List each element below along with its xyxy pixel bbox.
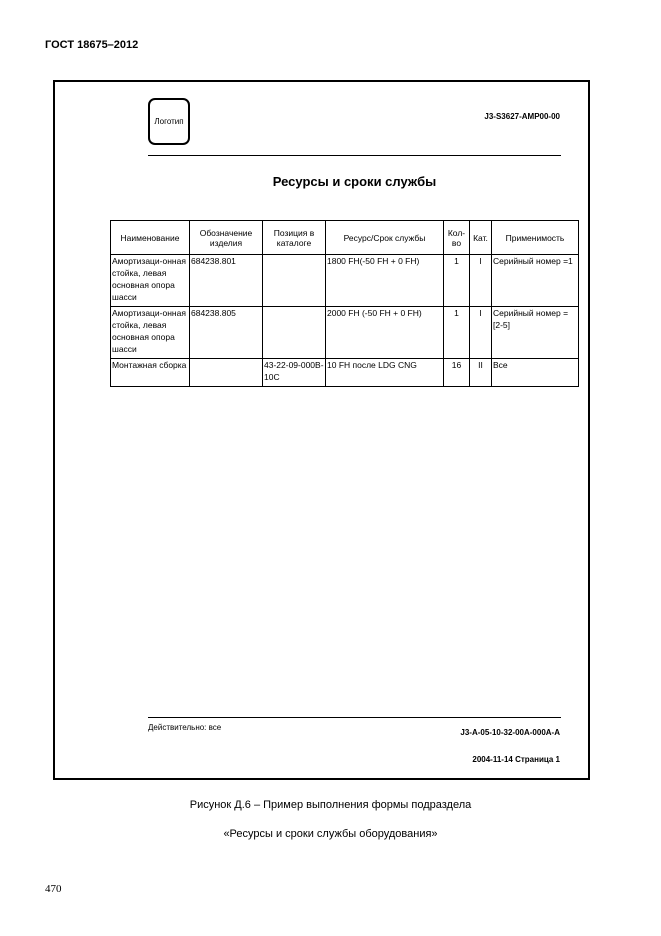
figure-caption: Рисунок Д.6 – Пример выполнения формы подраздела	[189, 799, 472, 811]
cell-qty: 1	[444, 255, 470, 307]
date-and-page: 2004-11-14 Страница 1	[472, 755, 560, 764]
column-header: Кат.	[470, 221, 492, 255]
table-row	[111, 307, 579, 359]
cell-cat: I	[470, 255, 492, 307]
column-header: Позиция в каталоге	[263, 221, 326, 255]
table-row	[111, 359, 579, 387]
column-header: Кол-во	[444, 221, 470, 255]
column-header: Наименование	[111, 221, 190, 255]
cell-name: Амортизаци-онная стойка, левая основная опора шасси	[111, 255, 190, 307]
cell-catalog	[263, 255, 326, 307]
cell-cat: II	[470, 359, 492, 387]
cell-applicability: Серийный номер = [2-5]	[492, 307, 579, 359]
column-header: Ресурс/Срок службы	[326, 221, 444, 255]
cell-applicability: Все	[492, 359, 579, 387]
cell-resource: 1800 FH(-50 FH + 0 FH)	[326, 255, 444, 307]
cell-name: Амортизаци-онная стойка, левая основная опора шасси	[111, 307, 190, 359]
header-divider	[148, 155, 561, 156]
logo-placeholder: Логотип	[148, 98, 190, 145]
cell-cat: I	[470, 307, 492, 359]
footer-divider	[148, 717, 561, 718]
page-number: 470	[45, 883, 62, 895]
validity-note: Действительно: все	[148, 723, 222, 732]
document-number: J3-S3627-AMP00-00	[484, 112, 560, 121]
column-header: Применимость	[492, 221, 579, 255]
cell-qty: 16	[444, 359, 470, 387]
footer-document-number: J3-A-05-10-32-00A-000A-A	[460, 728, 560, 737]
cell-name: Монтажная сборка	[111, 359, 190, 387]
cell-qty: 1	[444, 307, 470, 359]
resources-table	[110, 220, 579, 387]
table-header-row	[111, 221, 579, 255]
cell-resource: 2000 FH (-50 FH + 0 FH)	[326, 307, 444, 359]
figure-caption-subtitle: «Ресурсы и сроки службы оборудования»	[223, 828, 438, 840]
column-header: Обозначение изделия	[190, 221, 263, 255]
cell-catalog: 43-22-09-000B-10C	[263, 359, 326, 387]
form-title: Ресурсы и сроки службы	[272, 174, 437, 189]
table-row	[111, 255, 579, 307]
cell-designation: 684238.801	[190, 255, 263, 307]
cell-applicability: Серийный номер =1	[492, 255, 579, 307]
cell-resource: 10 FH после LDG CNG	[326, 359, 444, 387]
cell-designation: 684238.805	[190, 307, 263, 359]
standard-header: ГОСТ 18675–2012	[45, 39, 139, 51]
cell-designation	[190, 359, 263, 387]
cell-catalog	[263, 307, 326, 359]
